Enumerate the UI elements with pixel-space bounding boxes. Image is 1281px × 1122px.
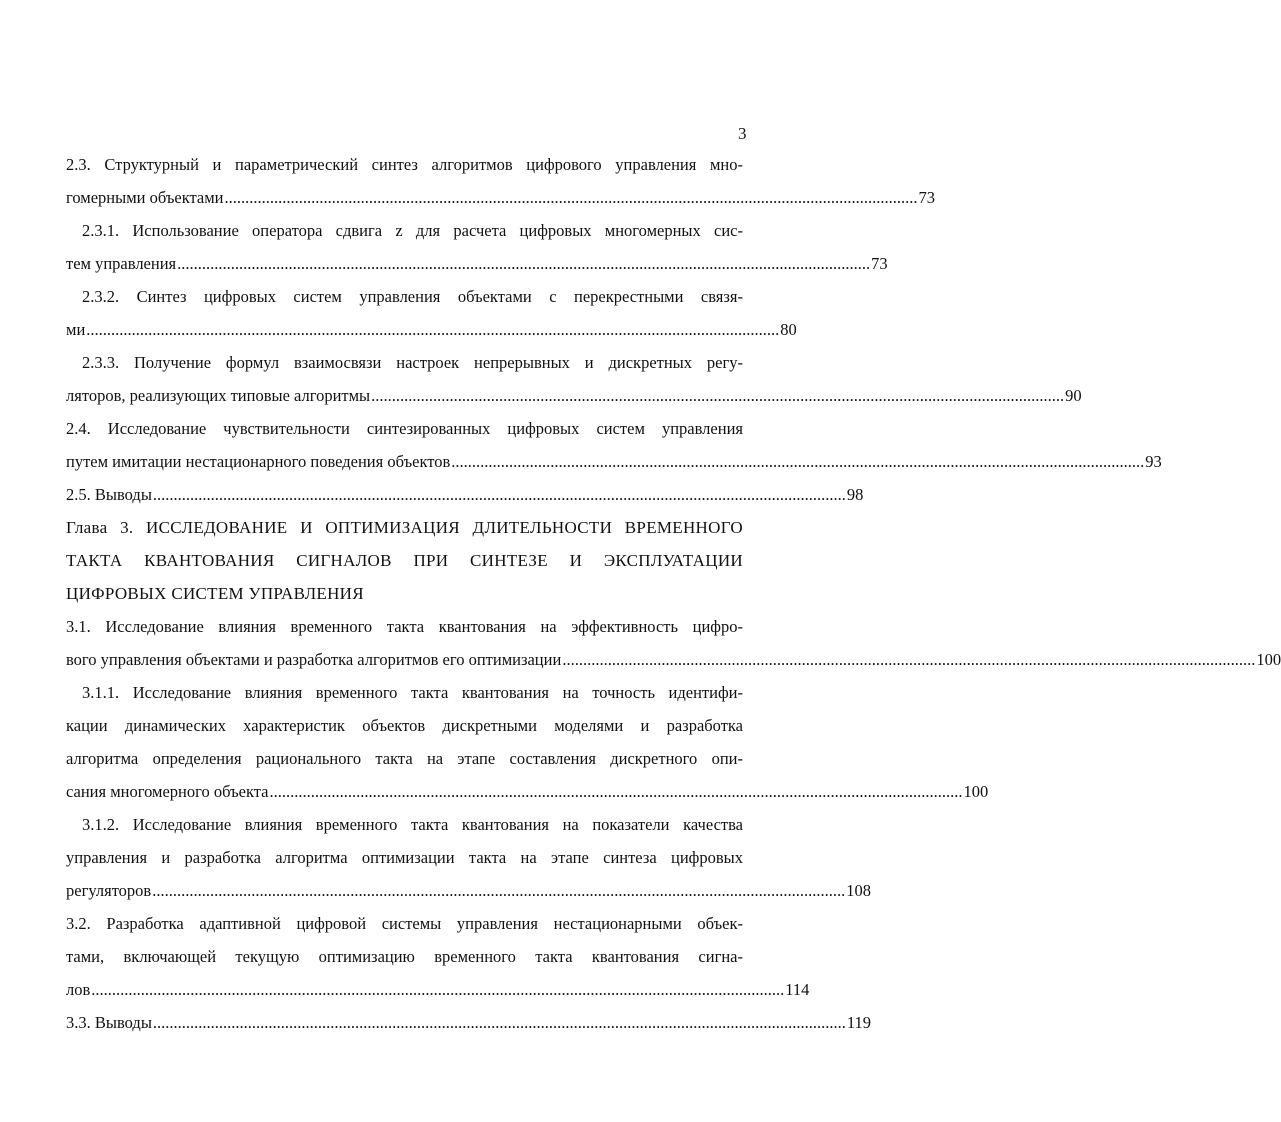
toc-entry-last-line — [66, 643, 1281, 676]
toc-page-number: 80 — [780, 320, 797, 339]
chapter-line: ЦИФРОВЫХ СИСТЕМ УПРАВЛЕНИЯ — [66, 584, 364, 603]
toc-entry-last-line — [66, 247, 888, 280]
toc-entry-line: 3.1.2. Исследование влияния временного такта квантования на показатели качества — [82, 815, 743, 834]
toc-entry-last-line — [66, 1006, 872, 1039]
toc-entry-tail: ми — [66, 320, 86, 339]
toc-entry-tail: ляторов, реализующих типовые алгоритмы — [66, 386, 371, 405]
toc-page-number: 108 — [846, 881, 871, 900]
toc-entry-line: 3.1. Исследование влияния временного такта квантования на эффективность цифро- — [66, 617, 743, 636]
toc-entry-2-3-2[interactable] — [66, 280, 797, 346]
toc-entry-tail: вого управления объектами и разработка алгоритмов его оптимизации — [66, 650, 562, 669]
toc-entry-3-3[interactable] — [66, 1006, 872, 1039]
toc-entry-line: алгоритма определения рационального такта на этапе составления дискретного опи- — [66, 749, 743, 768]
toc-entry-last-line — [66, 313, 797, 346]
dot-leader: ........................................................................................................................................................................ — [371, 386, 1065, 405]
toc-entry-2-3-3[interactable] — [66, 346, 1082, 412]
dot-leader: ........................................................................................................................................................................ — [562, 650, 1256, 669]
toc-page-number: 100 — [1256, 650, 1281, 669]
toc-page-number: 114 — [785, 980, 810, 999]
toc-entry-2-3[interactable] — [66, 148, 936, 214]
toc-entry-tail: тем управления — [66, 254, 177, 273]
toc-entry-line: 2.3.1. Использование оператора сдвига z для расчета цифровых многомерных сис- — [82, 221, 743, 240]
toc-page-number: 73 — [918, 188, 936, 207]
page-number: 3 — [738, 124, 747, 143]
toc-page-number: 90 — [1065, 386, 1082, 405]
toc-entry-last-line — [66, 379, 1082, 412]
toc-entry-tail: путем имитации нестационарного поведения объектов — [66, 452, 451, 471]
toc-entry-line: 3.1.1. Исследование влияния временного такта квантования на точность идентифи- — [82, 683, 743, 702]
toc-entry-line: 2.3. Структурный и параметрический синтез алгоритмов цифрового управления мно- — [66, 155, 743, 174]
toc-entry-2-5[interactable] — [66, 478, 864, 511]
dot-leader: ........................................................................................................................................................................ — [86, 320, 780, 339]
toc-entry-line: кации динамических характеристик объектов дискретными моделями и разработка — [66, 716, 743, 735]
toc-page-number: 100 — [963, 782, 989, 801]
toc-entry-line: 2.3.3. Получение формул взаимосвязи настроек непрерывных и дискретных регу- — [82, 353, 743, 372]
toc-entry-tail: регуляторов — [66, 881, 152, 900]
toc-entry-3-1[interactable] — [66, 610, 1281, 676]
toc-entry-line: 2.4. Исследование чувствительности синтезированных цифровых систем управления — [66, 419, 743, 438]
dot-leader: ........................................................................................................................................................................ — [224, 188, 918, 207]
toc-entry-line: 3.2. Разработка адаптивной цифровой системы управления нестационарными объек- — [66, 914, 743, 933]
toc-entry-last-line — [66, 775, 989, 808]
toc-entry-tail: лов — [66, 980, 91, 999]
dot-leader: ........................................................................................................................................................................ — [91, 980, 785, 999]
dot-leader: ........................................................................................................................................................................ — [152, 1013, 846, 1032]
dot-leader: ........................................................................................................................................................................ — [177, 254, 871, 273]
chapter-heading[interactable] — [66, 511, 743, 610]
chapter-line: ТАКТА КВАНТОВАНИЯ СИГНАЛОВ ПРИ СИНТЕЗЕ И ЭКСПЛУАТАЦИИ — [66, 551, 743, 570]
dot-leader: ........................................................................................................................................................................ — [451, 452, 1145, 471]
table-of-contents — [66, 148, 1281, 1039]
toc-entry-tail: гомерными объектами — [66, 188, 224, 207]
toc-entry-last-line — [66, 973, 810, 1006]
toc-page-number: 119 — [846, 1013, 872, 1032]
dot-leader: ........................................................................................................................................................................ — [269, 782, 963, 801]
toc-entry-tail: 3.3. Выводы — [66, 1013, 152, 1032]
dot-leader: ........................................................................................................................................................................ — [152, 881, 846, 900]
toc-entry-last-line — [66, 478, 864, 511]
toc-page-number: 73 — [871, 254, 888, 273]
toc-entry-3-2[interactable] — [66, 907, 810, 1006]
toc-entry-last-line — [66, 181, 936, 214]
toc-entry-line: тами, включающей текущую оптимизацию временного такта квантования сигна- — [66, 947, 743, 966]
toc-entry-tail: 2.5. Выводы — [66, 485, 152, 504]
toc-entry-line: управления и разработка алгоритма оптимизации такта на этапе синтеза цифровых — [66, 848, 743, 867]
toc-entry-2-3-1[interactable] — [66, 214, 888, 280]
toc-entry-last-line — [66, 445, 1162, 478]
toc-entry-tail: сания многомерного объекта — [66, 782, 269, 801]
toc-page-number: 93 — [1145, 452, 1162, 471]
toc-entry-2-4[interactable] — [66, 412, 1162, 478]
dot-leader: ........................................................................................................................................................................ — [152, 485, 846, 504]
toc-entry-last-line — [66, 874, 871, 907]
toc-entry-3-1-1[interactable] — [66, 676, 989, 808]
toc-entry-3-1-2[interactable] — [66, 808, 871, 907]
chapter-line: Глава 3. ИССЛЕДОВАНИЕ И ОПТИМИЗАЦИЯ ДЛИТЕЛЬНОСТИ ВРЕМЕННОГО — [66, 518, 743, 537]
toc-page-number: 98 — [846, 485, 864, 504]
toc-entry-line: 2.3.2. Синтез цифровых систем управления объектами с перекрестными связя- — [82, 287, 743, 306]
